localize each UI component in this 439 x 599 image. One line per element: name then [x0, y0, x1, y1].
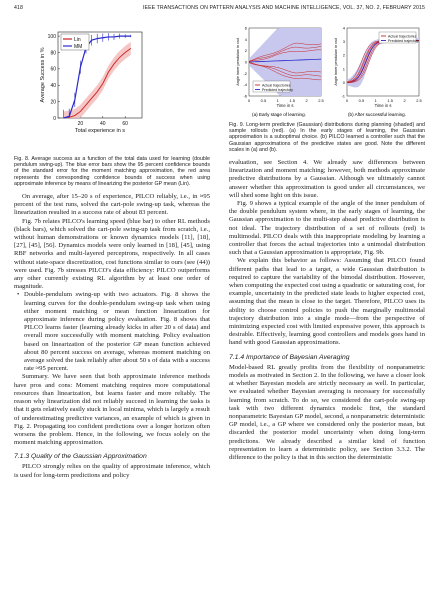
paragraph: evaluation, see Section 4. We already saw differences between linearization and moment matching; however, both methods approximate predictive distributions by a Gaussian. Although we ultimately cannot answer whether this approximation is good under all circumstances, we will shed some light on this issue.: [229, 159, 425, 199]
right-column: [229, 22, 425, 462]
y-tick-label: 2: [244, 48, 247, 54]
x-tick-label: 2: [305, 98, 308, 103]
legend-label: MM: [74, 43, 83, 50]
y-axis-label: Angle inner pendulum in rad: [236, 38, 240, 86]
y-tick-label: -1: [341, 93, 345, 99]
paragraph: Fig. 7b relates PILCO's learning speed (blue bar) to other RL methods (black bars), which solved the cart-pole swing-up task from scratch, i.e., without human demonstrations or known dynamics models [11], [18], [27], [45], [56]. Dynamics models were only learned in [18], [45], using RBF networks and multi-layered perceptrons, respectively. In all cases without state-space discretization, cost functions similar to ours (see (44)) were used. Fig. 7b stresses PILCO's data efficiency: PILCO outperforms any other currently existing RL algorithm by at least one order of magnitude.: [14, 217, 210, 291]
paragraph: Summary. We have seen that both approximate inference methods have pros and cons: Moment matching requires more computational resources than linearization, but learns faster and more reliably. The reason why linearization did not reliably succeed in learning the tasks is that it gets relatively easily stuck in local minima, which is largely a result of underestimating predictive variances, an example of which is given in Fig. 2. Propagating too confident predictions over a longer horizon often worsens the problem. Hence, in the following, we focus solely on the moment matching approximation.: [14, 373, 210, 447]
paragraph: PILCO strongly relies on the quality of approximate inference, which is used for long-term predictions and policy: [14, 463, 210, 479]
legend-label: Actual trajectories: [388, 34, 417, 39]
y-tick-label: 80: [50, 50, 56, 57]
x-tick-label: 0.5: [260, 98, 267, 103]
predictive-band: [347, 38, 419, 87]
figure-8-caption: Fig. 8. Average success as a function of the total data used for learning (double pendulum swing-up). The blue error bars show the 95 percent confidence bounds of the standard error for the moment matching approximation, the red area represents the corresponding confidence bounds of success when using approximate inference by means of linearizing the posterior GP mean (Lin).: [14, 156, 210, 187]
lin-confidence-band: [64, 42, 131, 118]
x-tick-label: 1.5: [289, 98, 295, 103]
running-header: [14, 5, 425, 15]
x-tick-label: 1: [374, 98, 377, 103]
figure-9-caption: Fig. 9. Long-term predictive (Gaussian) distributions during planning (shaded) and sample rollouts (red). (a) In the early stages of learning, the Gaussian approximation is a suboptimal choice. (b) PILCO learned a controller such that the Gaussian approximations of the predictive states are good. Note the different scales in (a) and (b).: [229, 122, 425, 153]
y-tick-label: 4: [342, 25, 345, 31]
y-tick-label: 2: [342, 52, 345, 58]
x-tick-label: 1: [276, 98, 279, 103]
y-tick-label: 100: [47, 33, 56, 40]
y-tick-label: -6: [243, 93, 247, 99]
section-heading: 7.1.3 Quality of the Gaussian Approximation: [14, 453, 147, 461]
y-tick-label: 4: [244, 36, 247, 42]
x-tick-label: 0: [247, 98, 251, 103]
panel-a-label: (a) Early stage of learning.: [252, 112, 306, 117]
panel-b-label: (b) After successful learning.: [348, 112, 406, 117]
page-number: 418: [14, 5, 23, 11]
x-tick-label: 1.5: [387, 98, 393, 103]
y-tick-label: 3: [342, 39, 345, 45]
x-axis-label: Total experience in s: [74, 128, 126, 134]
y-axis-label: Angle inner pendulum in rad: [334, 38, 338, 86]
y-axis-label: Average Success in %: [40, 47, 46, 103]
section-heading: 7.1.4 Importance of Bayesian Averaging: [229, 353, 350, 361]
x-tick-label: 60: [122, 121, 128, 127]
legend-label: Lin: [74, 36, 81, 43]
left-column: [14, 22, 210, 480]
paragraph: We explain this behavior as follows: Assuming that PILCO found different paths that lead to a target, a wide Gaussian distribution is required to capture the variability of the bimodal distribution. However, when computing the expected cost using a quadratic or saturating cost, for example, uncertainty in the predicted state leads to higher expected cost, assuming that the mean is close to the target. Therefore, PILCO uses its ability to choose control policies to push the marginally multimodal trajectory distribution into a single mode—from the perspective of minimizing expected cost with limited expressive power, this approach is desirable. Effectively, learning good controllers and models goes hand in hand with good Gaussian approximations.: [229, 257, 425, 347]
x-tick-label: 0: [345, 98, 349, 103]
y-tick-label: 20: [50, 99, 56, 106]
x-axis-label: Time in s: [276, 103, 294, 108]
journal-title: IEEE TRANSACTIONS ON PATTERN ANALYSIS AND MACHINE INTELLIGENCE, VOL. 37, NO. 2, FEBRUARY 2015: [142, 5, 425, 11]
y-tick-label: -2: [243, 70, 247, 76]
y-tick-label: 60: [50, 66, 56, 73]
x-tick-label: 2.5: [318, 98, 324, 103]
legend-label: Predicted trajectory: [262, 87, 293, 92]
y-tick-label: 1: [342, 66, 345, 72]
y-tick-label: 40: [50, 83, 56, 90]
bullet-item: • Double-pendulum swing-up with two actuators. Fig. 8 shows the learning curves for the double-pendulum swing-up task when using either moment matching or mean function linearization for approximate inference during policy evaluation. Fig. 8 shows that PILCO learns faster (learning already kicks in after 20 s of data) and overall more successfully with moment matching. Policy evaluation based on linearization of the posterior GP mean function achieved about 80 percent success on average, whereas moment matching on average solved the task reliably after about 50 s of data with a success rate ≈95 percent.: [24, 291, 210, 373]
x-tick-label: 40: [100, 121, 106, 127]
paragraph: On average, after 15–20 s of experience, PILCO reliably, i.e., in ≈95 percent of the test runs, solved the cart-pole swing-up task, whereas the linearization resulted in a success rate of about 83 percent.: [14, 193, 210, 217]
x-tick-label: 20: [77, 121, 84, 127]
y-tick-label: 0: [342, 79, 345, 85]
y-tick-label: 6: [244, 25, 247, 31]
figure-9-charts: [229, 22, 425, 120]
y-tick-label: 0: [244, 59, 247, 65]
paragraph: Model-based RL greatly profits from the flexibility of nonparametric models as motivated in Section 2. In the following, we have a closer look at whether Bayesian models are strictly necessary as well. In particular, we evaluated whether Bayesian averaging is necessary for successfully learning from scratch. To do so, we considered the cart-pole swing-up task with two different dynamics models: first, the standard nonparametric Bayesian GP model, second, a nonparametric deterministic GP model, i.e., a GP where we considered only the posterior mean, but discarded the posterior model uncertainty when doing long-term predictions. We already described a similar kind of function representation to learn a deterministic policy, see Section 3.3.2. The difference to the policy is that in this section the deterministic: [229, 363, 425, 461]
figure-8-chart: [14, 22, 210, 154]
figure-9: [229, 22, 425, 120]
figure-8: [14, 22, 210, 154]
y-tick-label: -4: [243, 82, 247, 88]
legend-label: Actual trajectories: [262, 83, 291, 88]
x-tick-label: 2: [403, 98, 406, 103]
x-axis-label: Time in s: [374, 103, 392, 108]
paragraph: Fig. 9 shows a typical example of the angle of the inner pendulum of the double pendulum system where, in the early stages of learning, the Gaussian approximation to the multi-step ahead predictive distribution is not ideal. The trajectory distribution of a set of rollouts (red) is multimodal. PILCO deals with this inappropriate modeling by learning a controller that forces the actual trajectories into a unimodal distribution such that a Gaussian approximation is appropriate, Fig. 9b.: [229, 200, 425, 257]
x-tick-label: 0.5: [358, 98, 365, 103]
legend-label: Predicted trajectory: [388, 38, 419, 43]
y-tick-label: 0: [53, 115, 56, 122]
x-tick-label: 2.5: [416, 98, 422, 103]
